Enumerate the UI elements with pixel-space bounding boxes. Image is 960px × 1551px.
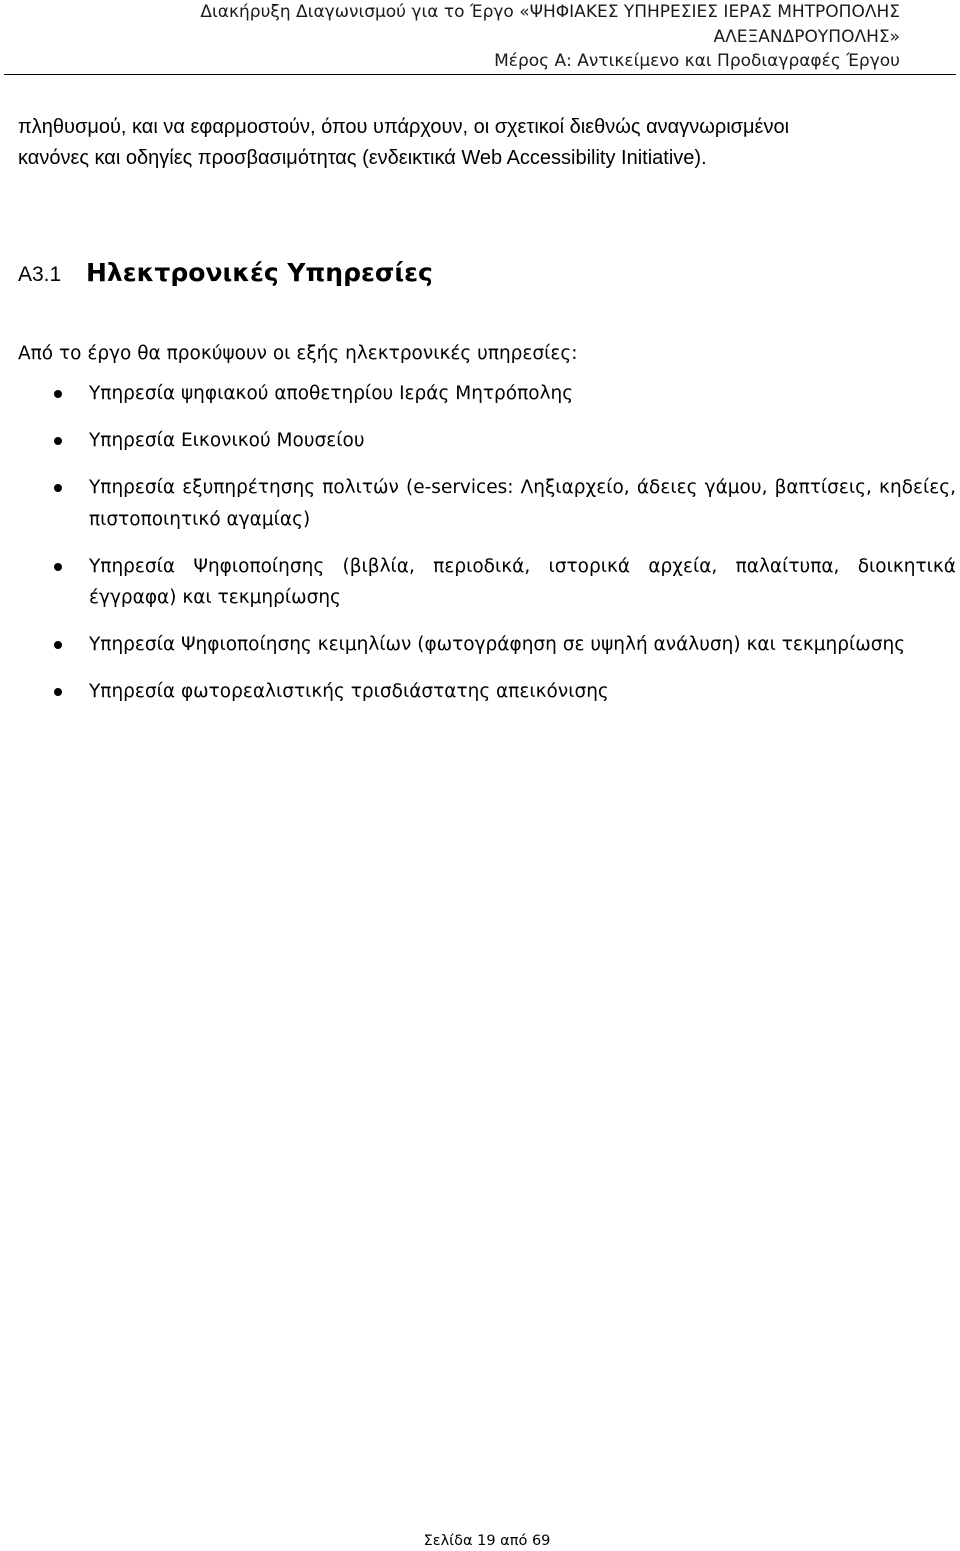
- bullet-icon: [54, 437, 62, 445]
- bullet-icon: [54, 688, 62, 696]
- intro-line-2: κανόνες και οδηγίες προσβασιμότητας (ενδεικτικά Web Accessibility Initiative).: [18, 147, 707, 169]
- service-item-text: Υπηρεσία Εικονικού Μουσείου: [89, 430, 365, 451]
- bullet-icon: [54, 563, 62, 571]
- page-header: [200, 0, 900, 74]
- intro-line-1: πληθυσμού, και να εφαρμοστούν, όπου υπάρχουν, οι σχετικοί διεθνώς αναγνωρισμένοι: [18, 116, 790, 138]
- bullet-icon: [54, 641, 62, 649]
- bullet-icon: [54, 390, 62, 398]
- service-item: [0, 472, 960, 535]
- service-item: [0, 378, 960, 410]
- service-item-text: Υπηρεσία εξυπηρέτησης πολιτών (e-services: Ληξιαρχείο, άδειες γάμου, βαπτίσεις, κηδείες, πιστοποιητικό αγαμίας): [89, 477, 956, 530]
- header-divider: [4, 74, 956, 75]
- services-list: [0, 378, 960, 723]
- service-item-text: Υπηρεσία Ψηφιοποίησης (βιβλία, περιοδικά, ιστορικά αρχεία, παλαίτυπα, διοικητικά έγγραφα) και τεκμηρίωσης: [89, 555, 956, 608]
- service-item: [0, 425, 960, 457]
- header-title-line-2: ΑΛΕΞΑΝΔΡΟΥΠΟΛΗΣ»: [713, 26, 900, 47]
- service-item-text: Υπηρεσία Ψηφιοποίησης κειμηλίων (φωτογράφηση σε υψηλή ανάλυση) και τεκμηρίωσης: [89, 634, 906, 655]
- section-number: Α3.1: [18, 263, 62, 286]
- service-item-text: Υπηρεσία φωτορεαλιστικής τρισδιάστατης απεικόνισης: [89, 681, 609, 702]
- header-title-line-1: Διακήρυξη Διαγωνισμού για το Έργο «ΨΗΦΙΑΚΕΣ ΥΠΗΡΕΣΙΕΣ ΙΕΡΑΣ ΜΗΤΡΟΠΟΛΗΣ: [200, 2, 900, 22]
- section-title: Ηλεκτρονικές Υπηρεσίες: [86, 258, 433, 287]
- service-item-text: Υπηρεσία ψηφιακού αποθετηρίου Ιεράς Μητρόπολης: [89, 383, 574, 404]
- header-subtitle: Μέρος Α: Αντικείμενο και Προδιαγραφές Έργου: [494, 51, 900, 71]
- services-lead-text: Από το έργο θα προκύψουν οι εξής ηλεκτρονικές υπηρεσίες:: [18, 343, 578, 364]
- page-number: Σελίδα 19 από 69: [423, 1533, 551, 1549]
- service-item: [0, 629, 960, 661]
- service-item: [0, 676, 960, 708]
- intro-paragraph: [18, 112, 960, 174]
- bullet-icon: [54, 484, 62, 492]
- section-heading: [18, 258, 433, 288]
- service-item: [0, 551, 960, 614]
